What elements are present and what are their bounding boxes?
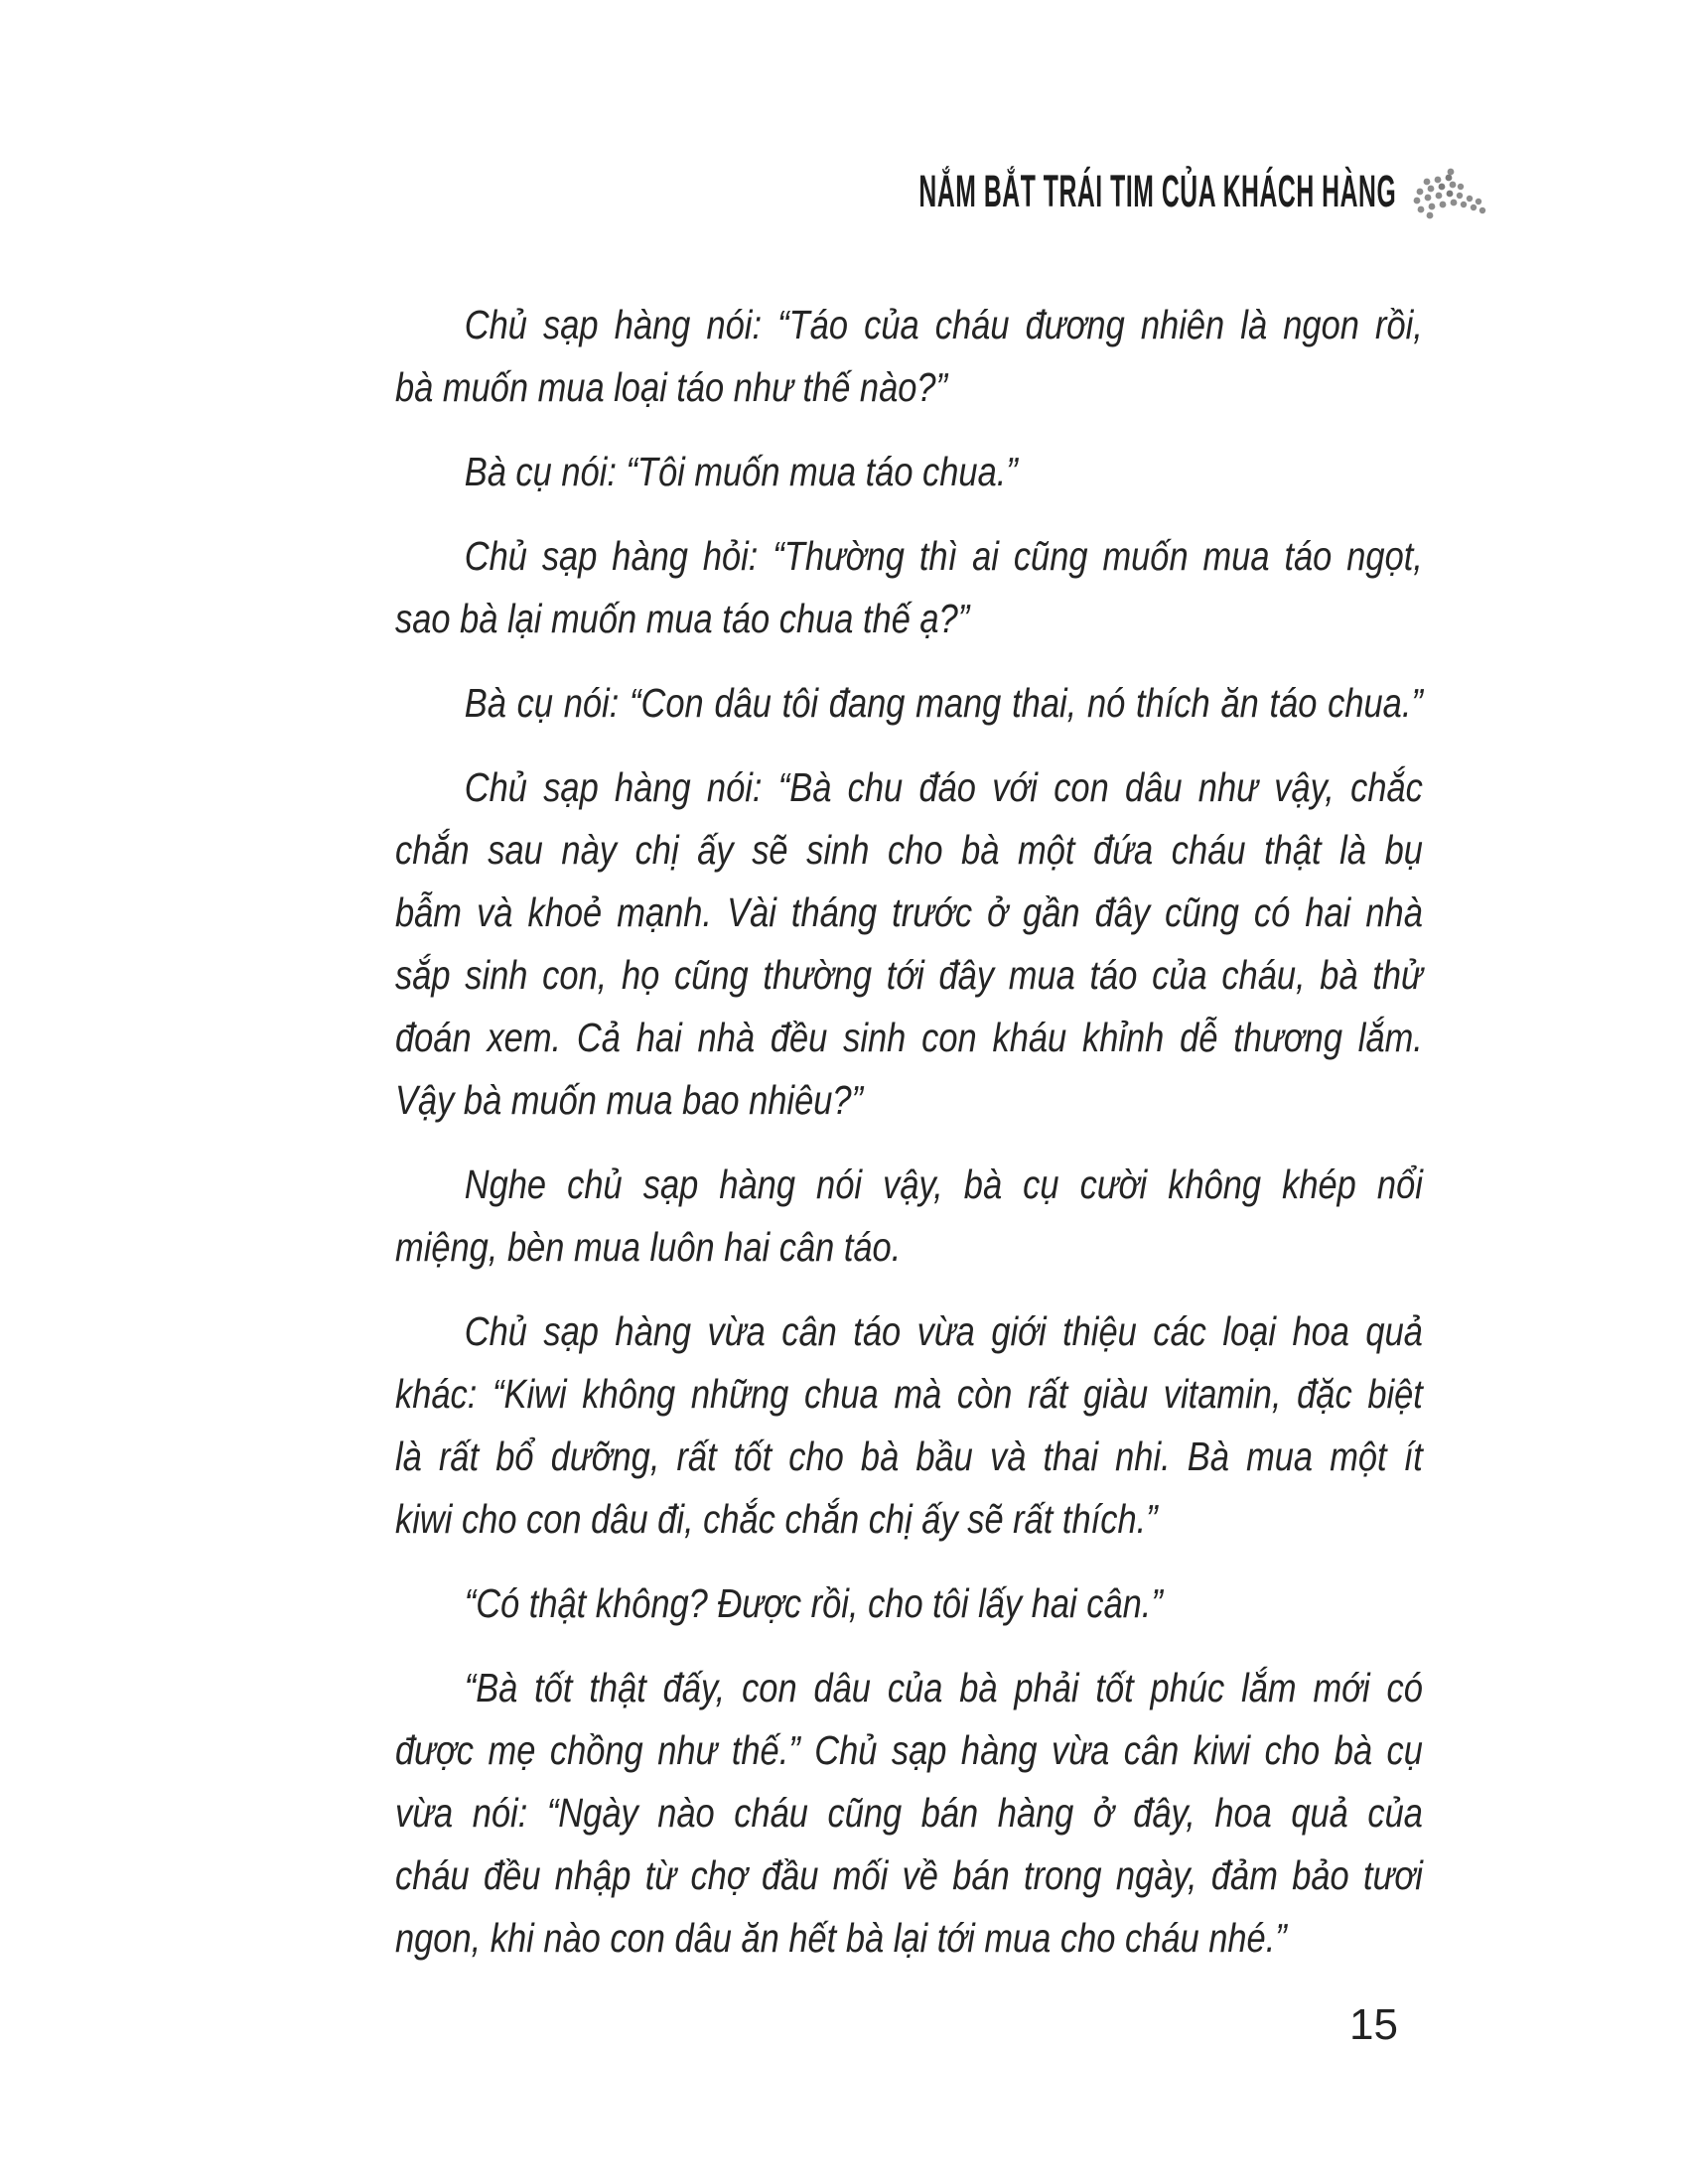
text-line: Bà cụ nói: “Con dâu tôi đang mang thai, nó thích ăn táo chua.” xyxy=(464,680,1423,726)
text-line: “Bà tốt thật đấy, con dâu của bà phải tốt phúc lắm mới có xyxy=(464,1665,1423,1710)
text-line: chắn sau này chị ấy sẽ sinh cho bà một đứa cháu thật là bụ xyxy=(395,827,1423,873)
text-line: cháu đều nhập từ chợ đầu mối về bán trong ngày, đảm bảo tươi xyxy=(395,1852,1423,1898)
paragraph xyxy=(395,525,1423,650)
text-line: khác: “Kiwi không những chua mà còn rất giàu vitamin, đặc biệt xyxy=(395,1371,1423,1417)
paragraph xyxy=(395,1154,1423,1279)
text-line: bà muốn mua loại táo như thế nào?” xyxy=(395,364,948,410)
paragraph xyxy=(395,756,1423,1132)
text-line: sắp sinh con, họ cũng thường tới đây mua táo của cháu, bà thử xyxy=(395,952,1423,998)
text-line: “Có thật không? Được rồi, cho tôi lấy hai cân.” xyxy=(464,1580,1163,1626)
text-line: Bà cụ nói: “Tôi muốn mua táo chua.” xyxy=(464,449,1018,494)
text-line: kiwi cho con dâu đi, chắc chắn chị ấy sẽ rất thích.” xyxy=(395,1496,1158,1542)
paragraph xyxy=(395,672,1423,735)
text-line: được mẹ chồng như thế.” Chủ sạp hàng vừa cân kiwi cho bà cụ xyxy=(395,1727,1423,1773)
text-line: là rất bổ dưỡng, rất tốt cho bà bầu và thai nhi. Bà mua một ít xyxy=(395,1433,1423,1479)
text-line: Chủ sạp hàng vừa cân táo vừa giới thiệu các loại hoa quả xyxy=(464,1308,1423,1354)
text-line: vừa nói: “Ngày nào cháu cũng bán hàng ở đây, hoa quả của xyxy=(395,1790,1423,1836)
paragraph xyxy=(395,1572,1423,1635)
body-text xyxy=(395,294,1423,1970)
paragraph xyxy=(395,1300,1423,1551)
page-number: 15 xyxy=(1349,2000,1398,2049)
header-title: NẮM BẮT TRÁI TIM CỦA KHÁCH HÀNG xyxy=(918,166,1396,216)
text-line: miệng, bèn mua luôn hai cân táo. xyxy=(395,1224,902,1270)
paragraph xyxy=(395,294,1423,419)
text-line: Chủ sạp hàng hỏi: “Thường thì ai cũng muốn mua táo ngọt, xyxy=(464,533,1423,579)
text-line: Nghe chủ sạp hàng nói vậy, bà cụ cười không khép nổi xyxy=(464,1161,1423,1207)
text-line: Chủ sạp hàng nói: “Bà chu đáo với con dâu như vậy, chắc xyxy=(464,764,1423,810)
text-line: đoán xem. Cả hai nhà đều sinh con kháu khỉnh dễ thương lắm. xyxy=(395,1015,1423,1060)
paragraph xyxy=(395,1657,1423,1970)
text-line: bẫm và khoẻ mạnh. Vài tháng trước ở gần đây cũng có hai nhà xyxy=(395,889,1423,935)
paragraph xyxy=(395,441,1423,503)
text-line: sao bà lại muốn mua táo chua thế ạ?” xyxy=(395,596,970,641)
dotted-arrow-icon xyxy=(1412,163,1493,220)
running-header xyxy=(528,157,1493,226)
text-line: ngon, khi nào con dâu ăn hết bà lại tới mua cho cháu nhé.” xyxy=(395,1915,1287,1961)
text-line: Vậy bà muốn mua bao nhiêu?” xyxy=(395,1077,864,1123)
text-line: Chủ sạp hàng nói: “Táo của cháu đương nhiên là ngon rồi, xyxy=(464,302,1423,347)
